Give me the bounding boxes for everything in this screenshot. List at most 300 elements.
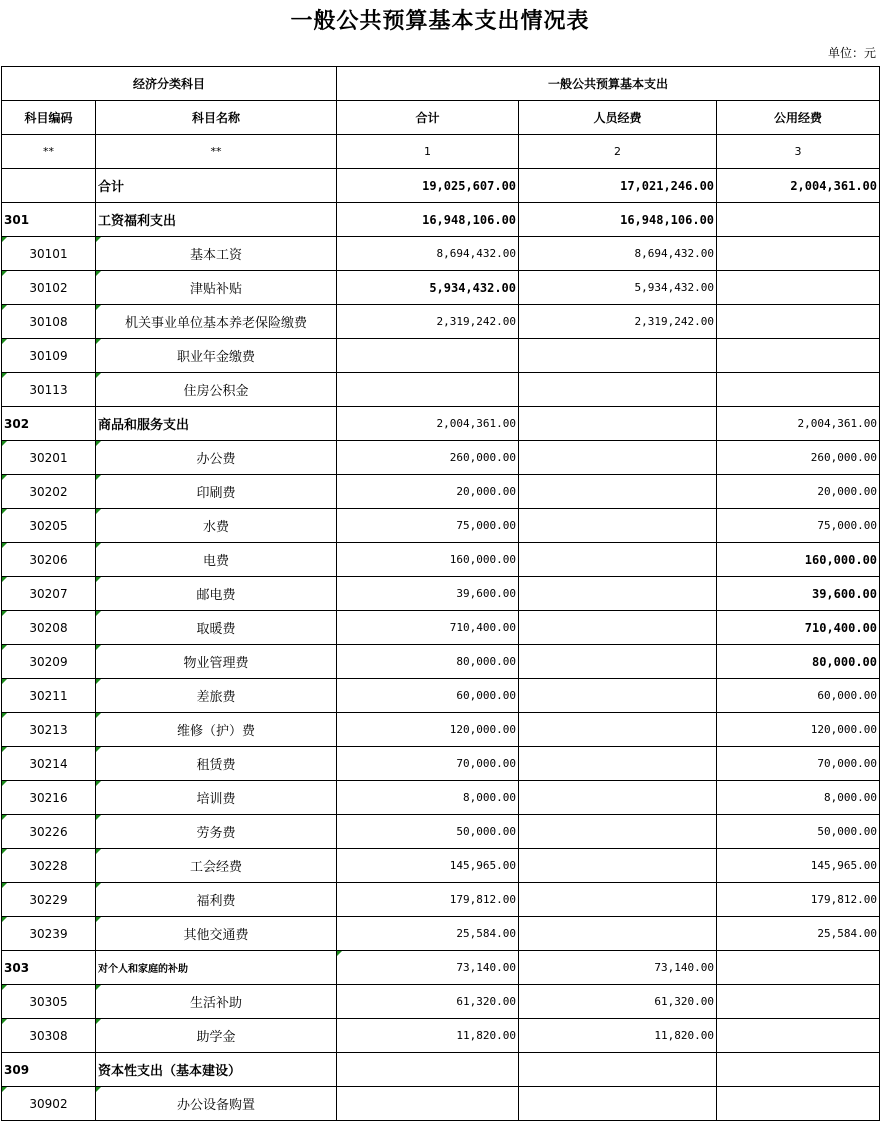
cell-name-text: 福利费	[196, 894, 236, 909]
cell-personnel	[519, 203, 717, 237]
cell-total	[337, 577, 519, 611]
cell-name-text: 助学金	[196, 1030, 236, 1045]
index-cell-2: 2	[519, 135, 717, 169]
cell-public-text: 80,000.00	[811, 654, 878, 669]
comment-marker-icon	[2, 441, 7, 446]
comment-marker-icon	[2, 271, 7, 276]
cell-personnel-text: 61,320.00	[654, 995, 715, 1008]
cell-code	[2, 169, 96, 203]
cell-code-text: 30305	[29, 994, 68, 1009]
table-row	[2, 475, 880, 509]
cell-code	[2, 1019, 96, 1053]
cell-total	[337, 339, 519, 373]
cell-code-text: 30226	[29, 824, 68, 839]
cell-name	[96, 679, 337, 713]
cell-code-text: 30207	[29, 586, 68, 601]
cell-name-text: 取暖费	[196, 622, 236, 637]
cell-public	[717, 339, 880, 373]
comment-marker-icon	[96, 373, 101, 378]
table-row	[2, 917, 880, 951]
cell-total	[337, 1019, 519, 1053]
comment-marker-icon	[96, 339, 101, 344]
cell-name-text: 对个人和家庭的补助	[98, 964, 188, 975]
cell-name	[96, 305, 337, 339]
table-row	[2, 441, 880, 475]
comment-marker-icon	[96, 543, 101, 548]
cell-total-text: 50,000.00	[456, 825, 517, 838]
cell-total-text: 73,140.00	[456, 961, 517, 974]
table-row	[2, 373, 880, 407]
cell-personnel	[519, 373, 717, 407]
cell-name-text: 基本工资	[190, 248, 243, 263]
index-cell-name: **	[96, 135, 337, 169]
cell-total	[337, 883, 519, 917]
cell-public	[717, 611, 880, 645]
cell-total	[337, 475, 519, 509]
cell-total	[337, 203, 519, 237]
cell-name-text: 工会经费	[190, 860, 243, 875]
cell-public	[717, 849, 880, 883]
cell-public	[717, 1019, 880, 1053]
comment-marker-icon	[96, 747, 101, 752]
cell-personnel-text: 8,694,432.00	[634, 247, 715, 260]
cell-total	[337, 543, 519, 577]
cell-public	[717, 985, 880, 1019]
cell-total	[337, 407, 519, 441]
header-index-row	[2, 135, 880, 169]
cell-personnel	[519, 475, 717, 509]
cell-public	[717, 1053, 880, 1087]
cell-name	[96, 271, 337, 305]
cell-name	[96, 509, 337, 543]
cell-public	[717, 441, 880, 475]
cell-name-text: 生活补助	[190, 996, 243, 1011]
cell-public	[717, 815, 880, 849]
cell-code-text: 302	[4, 416, 30, 431]
table-row	[2, 407, 880, 441]
cell-total	[337, 611, 519, 645]
cell-code-text: 301	[4, 212, 30, 227]
cell-total-text: 75,000.00	[456, 519, 517, 532]
comment-marker-icon	[2, 305, 7, 310]
cell-code	[2, 237, 96, 271]
comment-marker-icon	[2, 849, 7, 854]
comment-marker-icon	[2, 985, 7, 990]
comment-marker-icon	[2, 237, 7, 242]
cell-personnel-text: 16,948,106.00	[620, 212, 715, 227]
comment-marker-icon	[2, 339, 7, 344]
comment-marker-icon	[2, 611, 7, 616]
comment-marker-icon	[96, 1087, 101, 1092]
comment-marker-icon	[96, 577, 101, 582]
cell-total	[337, 237, 519, 271]
table-row	[2, 203, 880, 237]
cell-personnel	[519, 169, 717, 203]
comment-marker-icon	[96, 271, 101, 276]
cell-personnel	[519, 815, 717, 849]
cell-personnel-text: 17,021,246.00	[620, 178, 715, 193]
cell-total-text: 160,000.00	[449, 553, 517, 566]
cell-public	[717, 645, 880, 679]
cell-code	[2, 203, 96, 237]
cell-name-text: 津贴补贴	[190, 282, 243, 297]
cell-public	[717, 713, 880, 747]
cell-public-text: 2,004,361.00	[797, 417, 878, 430]
cell-code	[2, 883, 96, 917]
comment-marker-icon	[2, 509, 7, 514]
cell-public	[717, 543, 880, 577]
cell-total	[337, 713, 519, 747]
header-column-row	[2, 101, 880, 135]
cell-total	[337, 781, 519, 815]
table-row	[2, 883, 880, 917]
cell-total-text: 2,004,361.00	[436, 417, 517, 430]
cell-code	[2, 305, 96, 339]
cell-personnel	[519, 747, 717, 781]
comment-marker-icon	[2, 781, 7, 786]
cell-public	[717, 271, 880, 305]
comment-marker-icon	[96, 679, 101, 684]
cell-name	[96, 713, 337, 747]
cell-total-text: 80,000.00	[456, 655, 517, 668]
header-group-row	[2, 67, 880, 101]
cell-total-text: 5,934,432.00	[429, 280, 517, 295]
cell-personnel	[519, 509, 717, 543]
cell-public	[717, 883, 880, 917]
table-row	[2, 509, 880, 543]
table-row	[2, 781, 880, 815]
budget-table	[1, 66, 880, 1121]
cell-code-text: 30202	[29, 484, 68, 499]
cell-total	[337, 747, 519, 781]
table-row	[2, 645, 880, 679]
table-row	[2, 339, 880, 373]
cell-personnel	[519, 917, 717, 951]
cell-public-text: 60,000.00	[817, 689, 878, 702]
table-row	[2, 611, 880, 645]
comment-marker-icon	[96, 237, 101, 242]
cell-name	[96, 883, 337, 917]
cell-name-text: 其他交通费	[183, 928, 249, 943]
cell-personnel	[519, 543, 717, 577]
comment-marker-icon	[2, 645, 7, 650]
cell-code-text: 30208	[29, 620, 68, 635]
cell-name	[96, 815, 337, 849]
comment-marker-icon	[96, 985, 101, 990]
column-header-total: 合计	[337, 101, 519, 135]
cell-total-text: 11,820.00	[456, 1029, 517, 1042]
cell-public-text: 8,000.00	[824, 791, 878, 804]
cell-code	[2, 373, 96, 407]
cell-personnel	[519, 645, 717, 679]
cell-personnel-text: 73,140.00	[654, 961, 715, 974]
cell-public	[717, 475, 880, 509]
cell-public-text: 710,400.00	[804, 620, 878, 635]
cell-total-text: 39,600.00	[456, 587, 517, 600]
comment-marker-icon	[96, 917, 101, 922]
cell-total-text: 179,812.00	[449, 893, 517, 906]
table-row	[2, 543, 880, 577]
cell-code	[2, 815, 96, 849]
cell-code-text: 30109	[29, 348, 68, 363]
comment-marker-icon	[2, 1087, 7, 1092]
cell-total	[337, 305, 519, 339]
cell-code	[2, 1053, 96, 1087]
comment-marker-icon	[2, 747, 7, 752]
cell-total	[337, 373, 519, 407]
cell-public	[717, 1087, 880, 1121]
cell-public	[717, 237, 880, 271]
table-row	[2, 679, 880, 713]
cell-personnel-text: 11,820.00	[654, 1029, 715, 1042]
cell-code-text: 30216	[29, 790, 68, 805]
cell-name	[96, 407, 337, 441]
table-row	[2, 1087, 880, 1121]
cell-total	[337, 509, 519, 543]
cell-personnel	[519, 1087, 717, 1121]
comment-marker-icon	[2, 543, 7, 548]
cell-code	[2, 271, 96, 305]
column-header-public: 公用经费	[717, 101, 880, 135]
cell-name	[96, 237, 337, 271]
table-row	[2, 849, 880, 883]
cell-public	[717, 407, 880, 441]
cell-code	[2, 713, 96, 747]
cell-name	[96, 747, 337, 781]
cell-personnel	[519, 271, 717, 305]
page-title: 一般公共预算基本支出情况表	[290, 8, 590, 34]
cell-total	[337, 441, 519, 475]
comment-marker-icon	[96, 305, 101, 310]
index-cell-code: **	[2, 135, 96, 169]
cell-name	[96, 577, 337, 611]
cell-personnel	[519, 407, 717, 441]
comment-marker-icon	[96, 611, 101, 616]
cell-code	[2, 747, 96, 781]
cell-public	[717, 373, 880, 407]
cell-public-text: 25,584.00	[817, 927, 878, 940]
cell-name-text: 培训费	[196, 792, 236, 807]
cell-total	[337, 1053, 519, 1087]
comment-marker-icon	[96, 849, 101, 854]
comment-marker-icon	[2, 917, 7, 922]
cell-public	[717, 577, 880, 611]
comment-marker-icon	[96, 441, 101, 446]
cell-name-text: 租赁费	[196, 758, 236, 773]
cell-name-text: 商品和服务支出	[98, 418, 190, 433]
cell-name-text: 职业年金缴费	[177, 350, 256, 365]
cell-total	[337, 645, 519, 679]
cell-code	[2, 985, 96, 1019]
cell-personnel	[519, 577, 717, 611]
cell-personnel-text: 5,934,432.00	[634, 281, 715, 294]
unit-label: 单位：元	[827, 46, 876, 60]
cell-public	[717, 917, 880, 951]
comment-marker-icon	[2, 475, 7, 480]
cell-name	[96, 543, 337, 577]
cell-public-text: 39,600.00	[811, 586, 878, 601]
cell-total	[337, 917, 519, 951]
cell-code	[2, 509, 96, 543]
cell-public	[717, 305, 880, 339]
cell-public-text: 20,000.00	[817, 485, 878, 498]
cell-personnel	[519, 679, 717, 713]
table-row	[2, 985, 880, 1019]
cell-total-text: 145,965.00	[449, 859, 517, 872]
cell-name	[96, 849, 337, 883]
cell-name	[96, 611, 337, 645]
table-row	[2, 951, 880, 985]
cell-code-text: 309	[4, 1062, 30, 1077]
comment-marker-icon	[2, 883, 7, 888]
cell-code	[2, 577, 96, 611]
cell-public-text: 160,000.00	[804, 552, 878, 567]
cell-code	[2, 543, 96, 577]
cell-personnel	[519, 849, 717, 883]
cell-public	[717, 679, 880, 713]
cell-name-text: 维修（护）费	[177, 724, 256, 739]
cell-personnel	[519, 1053, 717, 1087]
cell-public-text: 2,004,361.00	[790, 178, 878, 193]
cell-name-text: 住房公积金	[183, 384, 249, 399]
cell-total	[337, 951, 519, 985]
cell-name-text: 资本性支出（基本建设）	[98, 1064, 242, 1079]
cell-name-text: 水费	[203, 520, 230, 535]
cell-code-text: 30201	[29, 450, 68, 465]
table-row	[2, 577, 880, 611]
table-row	[2, 1019, 880, 1053]
cell-name-text: 差旅费	[196, 690, 236, 705]
cell-name	[96, 1019, 337, 1053]
cell-personnel	[519, 781, 717, 815]
cell-total	[337, 815, 519, 849]
cell-code	[2, 645, 96, 679]
table-row	[2, 305, 880, 339]
cell-name	[96, 441, 337, 475]
cell-total	[337, 169, 519, 203]
table-row	[2, 271, 880, 305]
index-cell-1: 1	[337, 135, 519, 169]
cell-personnel	[519, 951, 717, 985]
cell-public	[717, 509, 880, 543]
cell-personnel	[519, 441, 717, 475]
cell-personnel	[519, 611, 717, 645]
comment-marker-icon	[2, 1019, 7, 1024]
cell-public-text: 260,000.00	[810, 451, 878, 464]
cell-code-text: 30108	[29, 314, 68, 329]
cell-total-text: 20,000.00	[456, 485, 517, 498]
cell-public	[717, 203, 880, 237]
comment-marker-icon	[96, 475, 101, 480]
cell-code	[2, 679, 96, 713]
cell-name	[96, 475, 337, 509]
cell-public-text: 70,000.00	[817, 757, 878, 770]
cell-personnel	[519, 883, 717, 917]
cell-public	[717, 951, 880, 985]
cell-code	[2, 917, 96, 951]
cell-code-text: 30902	[29, 1096, 68, 1111]
cell-code-text: 30214	[29, 756, 68, 771]
cell-public	[717, 169, 880, 203]
cell-name	[96, 1053, 337, 1087]
cell-code	[2, 441, 96, 475]
cell-code-text: 30228	[29, 858, 68, 873]
cell-name	[96, 339, 337, 373]
cell-personnel	[519, 1019, 717, 1053]
comment-marker-icon	[2, 679, 7, 684]
cell-total-text: 25,584.00	[456, 927, 517, 940]
table-row	[2, 747, 880, 781]
cell-code-text: 30308	[29, 1028, 68, 1043]
cell-total-text: 19,025,607.00	[422, 178, 517, 193]
cell-public-text: 50,000.00	[817, 825, 878, 838]
cell-name-text: 合计	[98, 180, 125, 195]
cell-public	[717, 747, 880, 781]
cell-code	[2, 951, 96, 985]
comment-marker-icon	[2, 577, 7, 582]
cell-code-text: 303	[4, 960, 30, 975]
cell-code	[2, 1087, 96, 1121]
cell-total	[337, 985, 519, 1019]
group-header-basic-expenditure: 一般公共预算基本支出	[337, 67, 880, 101]
comment-marker-icon	[337, 951, 342, 956]
cell-total-text: 710,400.00	[449, 621, 517, 634]
cell-total	[337, 271, 519, 305]
cell-code-text: 30213	[29, 722, 68, 737]
comment-marker-icon	[96, 815, 101, 820]
cell-public-text: 120,000.00	[810, 723, 878, 736]
cell-total	[337, 1087, 519, 1121]
table-row	[2, 815, 880, 849]
comment-marker-icon	[96, 883, 101, 888]
cell-public	[717, 781, 880, 815]
cell-code	[2, 475, 96, 509]
cell-code-text: 30205	[29, 518, 68, 533]
cell-code-text: 30209	[29, 654, 68, 669]
column-header-personnel: 人员经费	[519, 101, 717, 135]
cell-code-text: 30229	[29, 892, 68, 907]
cell-personnel-text: 2,319,242.00	[634, 315, 715, 328]
cell-name	[96, 645, 337, 679]
comment-marker-icon	[96, 509, 101, 514]
column-header-code: 科目编码	[2, 101, 96, 135]
cell-personnel	[519, 305, 717, 339]
cell-code-text: 30113	[29, 382, 68, 397]
group-header-economic: 经济分类科目	[2, 67, 337, 101]
cell-total-text: 8,000.00	[463, 791, 517, 804]
cell-code-text: 30102	[29, 280, 68, 295]
comment-marker-icon	[96, 1019, 101, 1024]
cell-name	[96, 985, 337, 1019]
cell-total	[337, 849, 519, 883]
cell-personnel	[519, 237, 717, 271]
cell-name	[96, 169, 337, 203]
table-row	[2, 713, 880, 747]
cell-name	[96, 951, 337, 985]
cell-total-text: 2,319,242.00	[436, 315, 517, 328]
index-cell-3: 3	[717, 135, 880, 169]
cell-total	[337, 679, 519, 713]
cell-name	[96, 203, 337, 237]
comment-marker-icon	[96, 713, 101, 718]
cell-code-text: 30239	[29, 926, 68, 941]
comment-marker-icon	[96, 781, 101, 786]
cell-name-text: 办公费	[196, 452, 236, 467]
cell-code-text: 30211	[29, 688, 68, 703]
column-header-name: 科目名称	[96, 101, 337, 135]
cell-code-text: 30101	[29, 246, 68, 261]
cell-name-text: 劳务费	[196, 826, 236, 841]
